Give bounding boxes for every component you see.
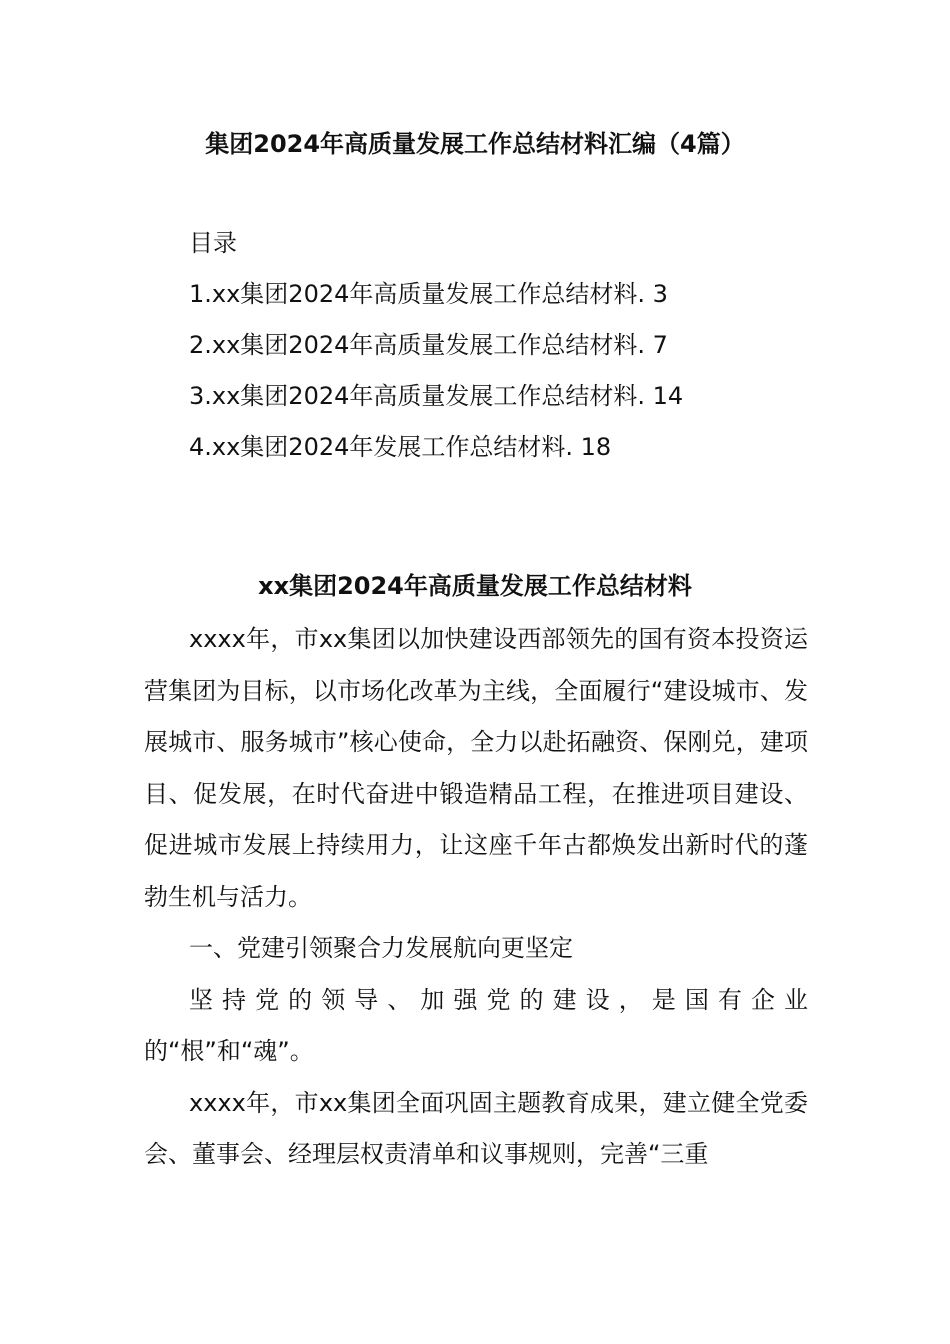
toc-item[interactable]: 2.xx集团2024年高质量发展工作总结材料. 7 <box>189 331 668 359</box>
table-of-contents <box>189 218 829 473</box>
section-body <box>144 614 808 1181</box>
document-title: 集团2024年高质量发展工作总结材料汇编（4篇） <box>205 130 745 158</box>
subsection-heading: 一、党建引领聚合力发展航向更坚定 <box>189 934 573 962</box>
section-title: xx集团2024年高质量发展工作总结材料 <box>258 572 692 600</box>
toc-item[interactable]: 4.xx集团2024年发展工作总结材料. 18 <box>189 433 612 461</box>
toc-item[interactable]: 1.xx集团2024年高质量发展工作总结材料. 3 <box>189 280 668 308</box>
body-paragraph: xxxx年，市xx集团以加快建设西部领先的国有资本投资运营集团为目标，以市场化改革为主线，全面履行“建设城市、发展城市、服务城市”核心使命，全力以赴拓融资、保刚兑，建项目、促发展，在时代奋进中锻造精品工程，在推进项目建设、促进城市发展上持续用力，让这座千年古都焕发出新时代的蓬勃生机与活力。 <box>144 625 808 911</box>
body-paragraph: xxxx年，市xx集团全面巩固主题教育成果，建立健全党委会、董事会、经理层权责清单和议事规则，完善“三重 <box>144 1088 808 1168</box>
body-paragraph: 坚持党的领导、加强党的建设，是国有企业的“根”和“魂”。 <box>144 985 808 1065</box>
toc-heading: 目录 <box>189 229 237 257</box>
toc-item[interactable]: 3.xx集团2024年高质量发展工作总结材料. 14 <box>189 382 684 410</box>
